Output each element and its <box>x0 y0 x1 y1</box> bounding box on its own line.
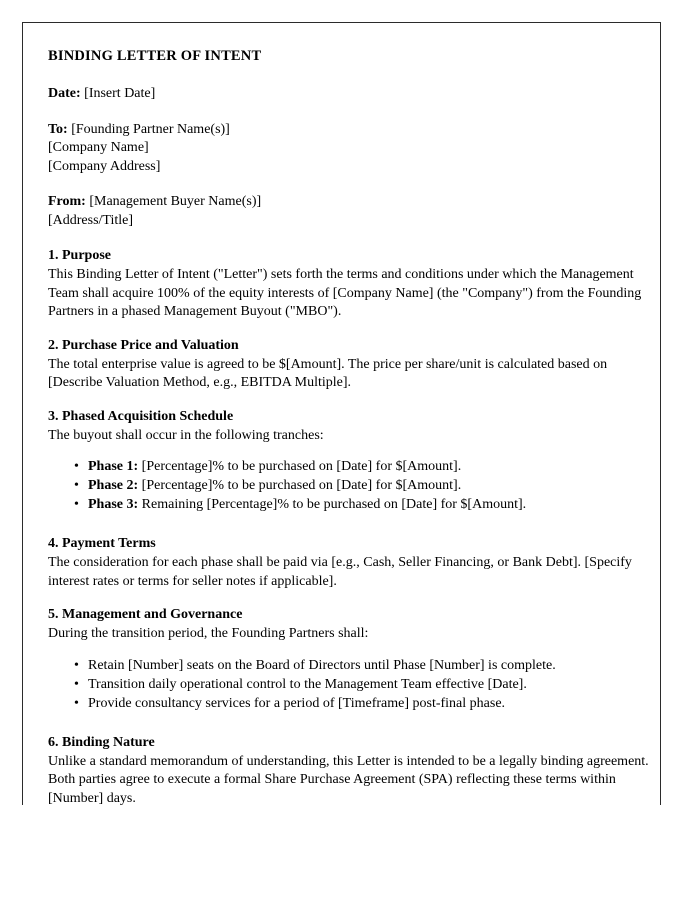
section-heading: 5. Management and Governance <box>48 607 243 622</box>
from-address-title: [Address/Title] <box>48 212 134 228</box>
letter-metadata <box>48 85 649 104</box>
document-content <box>48 47 649 823</box>
list-item <box>48 457 649 476</box>
section-heading: 6. Binding Nature <box>48 734 155 750</box>
date-line <box>48 85 649 104</box>
date-value: [Insert Date] <box>84 86 156 101</box>
section-heading: 3. Phased Acquisition Schedule <box>48 408 234 424</box>
bullet-text: [Percentage]% to be purchased on [Date] for $[Amount]. <box>138 459 462 474</box>
bullet-label: Phase 3: <box>88 497 139 512</box>
section-body: Unlike a standard memorandum of understanding, this Letter is intended to be a legally binding agreement. Both parties agree to execute a formal Share Purchase Agreement (SPA) reflecting these terms within [Number] days. <box>48 753 649 806</box>
governance-list <box>48 656 649 713</box>
list-item <box>48 476 649 495</box>
date-label: Date: <box>48 86 81 101</box>
bullet-label: Phase 1: <box>88 459 139 474</box>
section-payment-terms <box>48 535 649 591</box>
section-binding-nature <box>48 734 649 809</box>
recipient-block <box>48 121 649 177</box>
section-body: During the transition period, the Founding Partners shall: <box>48 626 369 641</box>
section-purpose <box>48 247 649 322</box>
section-body: The buyout shall occur in the following tranches: <box>48 427 324 443</box>
section-purchase-price <box>48 337 649 393</box>
section-phased-acquisition <box>48 408 649 515</box>
bullet-text: [Percentage]% to be purchased on [Date] for $[Amount]. <box>138 478 462 493</box>
section-heading: 2. Purchase Price and Valuation <box>48 337 239 353</box>
sender-block <box>48 193 649 230</box>
bullet-text: Provide consultancy services for a period of [Timeframe] post-final phase. <box>88 695 506 711</box>
section-body: The consideration for each phase shall be paid via [e.g., Cash, Seller Financing, or Bank Debt]. [Specify interest rates or terms for seller notes if applicable]. <box>48 555 632 589</box>
from-label: From: <box>48 194 86 209</box>
list-item <box>48 656 649 675</box>
page-title: BINDING LETTER OF INTENT <box>48 48 262 64</box>
document-page <box>22 22 661 805</box>
phase-list <box>48 457 649 514</box>
bullet-label: Phase 2: <box>88 478 139 493</box>
section-body: This Binding Letter of Intent ("Letter") sets forth the terms and conditions under which the Management Team shall acquire 100% of the equity interests of [Company Name] (the "Company") from the Founding Partners in a phased Management Buyout ("MBO"). <box>48 267 642 319</box>
to-label: To: <box>48 121 68 137</box>
section-heading: 4. Payment Terms <box>48 536 156 551</box>
to-company-name: [Company Name] <box>48 140 149 155</box>
list-item <box>48 675 649 694</box>
from-line <box>48 193 649 212</box>
list-item <box>48 495 649 514</box>
bullet-text: Retain [Number] seats on the Board of Directors until Phase [Number] is complete. <box>88 657 556 673</box>
to-company-address: [Company Address] <box>48 158 161 174</box>
section-management-governance <box>48 606 649 713</box>
to-line <box>48 121 649 140</box>
section-heading: 1. Purpose <box>48 248 111 263</box>
bullet-text: Remaining [Percentage]% to be purchased on [Date] for $[Amount]. <box>138 497 527 512</box>
section-body: The total enterprise value is agreed to be $[Amount]. The price per share/unit is calculated based on [Describe Valuation Method, e.g., EBITDA Multiple]. <box>48 356 608 390</box>
from-value: [Management Buyer Name(s)] <box>89 194 262 209</box>
bullet-text: Transition daily operational control to the Management Team effective [Date]. <box>88 676 527 692</box>
list-item <box>48 694 649 713</box>
to-value: [Founding Partner Name(s)] <box>71 121 230 137</box>
